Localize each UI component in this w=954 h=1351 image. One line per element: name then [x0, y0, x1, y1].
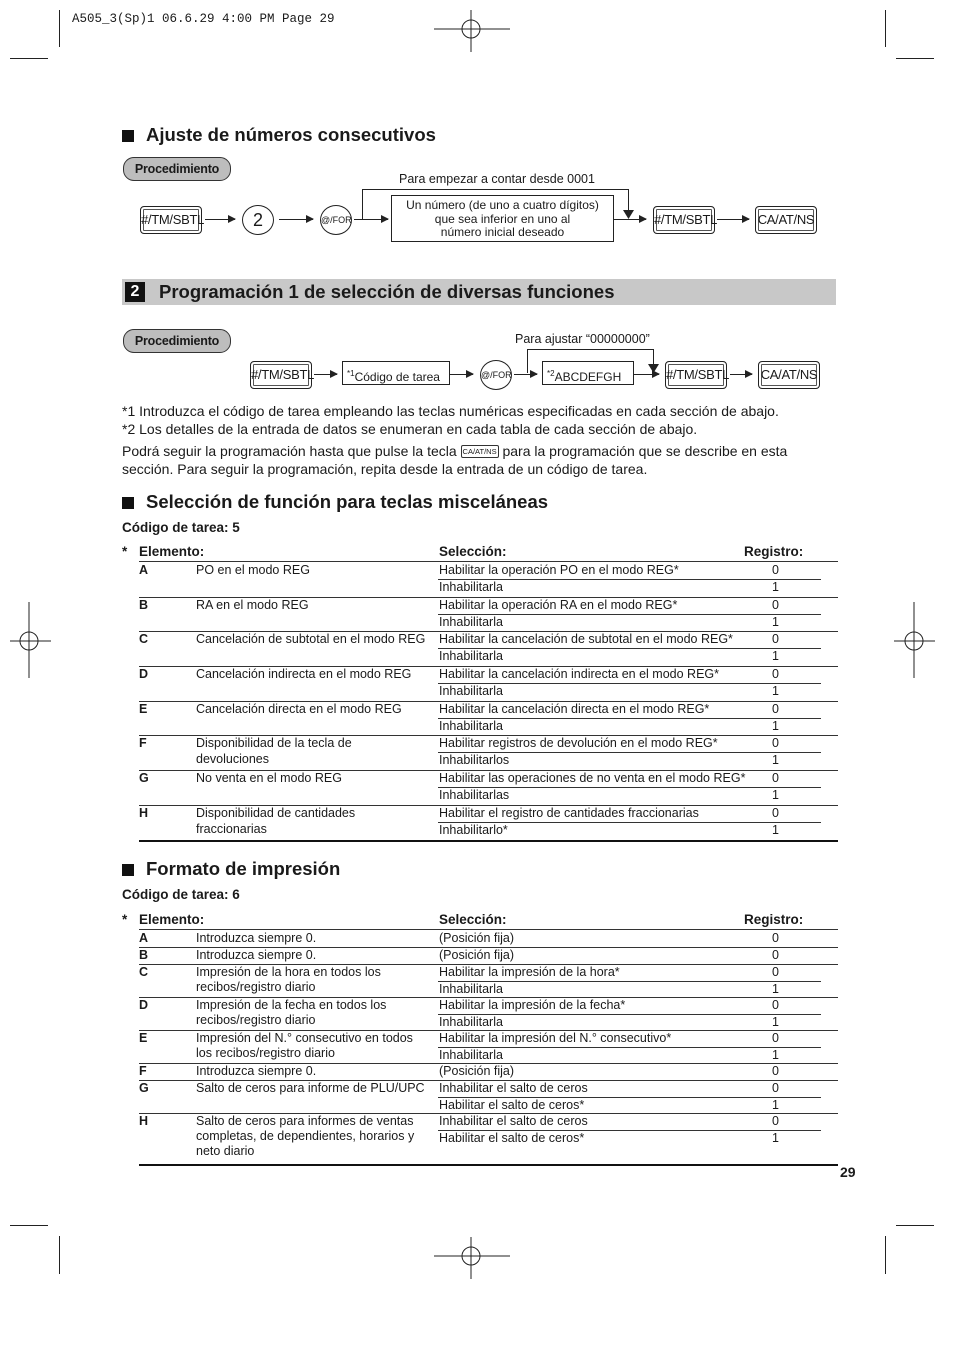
row-letter: H: [139, 1114, 149, 1128]
table-row: [122, 770, 838, 805]
section2-header-bar: [122, 279, 836, 305]
row-letter: F: [139, 1064, 147, 1078]
row-option-value: 0: [772, 702, 779, 716]
row-item-text: devoluciones: [196, 751, 269, 766]
row-option-value: 1: [772, 649, 779, 663]
registration-target-bottom-icon: [432, 1235, 512, 1280]
for-key-s2[interactable]: @/FOR: [480, 360, 512, 390]
row-letter: E: [139, 1031, 148, 1045]
row-item-text: Salto de ceros para informes de ventas: [196, 1114, 414, 1128]
number-input-box: Un número (de uno a cuatro dígitos) que sea inferior en uno al número inicial deseado: [391, 195, 614, 242]
table-row: [122, 997, 838, 1030]
registration-target-right-icon: [892, 600, 937, 680]
row-letter: B: [139, 598, 149, 612]
table-row: [122, 805, 838, 840]
row-option-value: 1: [772, 1130, 779, 1145]
row-option-text: (Posición fija): [439, 948, 515, 962]
row-item-text: fraccionarias: [196, 821, 267, 836]
row-item-text: Cancelación directa en el modo REG: [196, 702, 402, 716]
table-row: [122, 964, 838, 997]
row-letter: D: [139, 998, 149, 1012]
row-item-text: Cancelación indirecta en el modo REG: [196, 667, 412, 681]
ca-at-ns-key[interactable]: CA/AT/NS: [755, 206, 817, 234]
procedure-label: Procedimiento: [123, 157, 231, 181]
row-option-value: 1: [772, 719, 779, 733]
for-key[interactable]: @/FOR: [320, 205, 352, 235]
registration-target-top-icon: [432, 8, 512, 53]
section-number-badge: 2: [125, 282, 145, 302]
table-row: [122, 631, 838, 666]
row-item-text: Introduzca siempre 0.: [196, 948, 317, 962]
square-bullet-icon: [122, 130, 134, 142]
row-option-value: 0: [772, 667, 779, 681]
table-row: [122, 947, 838, 964]
row-option-text: Habilitar la impresión de la hora*: [439, 965, 620, 979]
row-letter: F: [139, 736, 147, 750]
row-option-value: 0: [772, 598, 779, 612]
ca-at-ns-inline-key: CA/AT/NS: [462, 447, 497, 456]
row-option-text: Habilitar la cancelación de subtotal en el modo REG*: [439, 632, 733, 646]
row-option-value: 0: [772, 931, 779, 945]
table-row: [122, 562, 838, 597]
row-item-text: Impresión de la fecha en todos los: [196, 998, 387, 1012]
footnote-2: *2 Los detalles de la entrada de datos se enumeran en cada tabla de cada sección de abajo.: [122, 421, 698, 437]
row-item-text: recibos/registro diario: [196, 980, 316, 994]
row-option-value: 1: [772, 981, 779, 996]
col-elemento: Elemento:: [139, 912, 205, 927]
row-item-text: Salto de ceros para informe de PLU/UPC: [196, 1081, 425, 1095]
tm-sbtl-key-s2b[interactable]: #/TM/SBTL: [665, 361, 727, 389]
row-option-text: Habilitar la cancelación directa en el modo REG*: [439, 702, 710, 716]
row-option-value: 1: [772, 753, 779, 767]
section-misc-title: Selección de función para teclas misceláneas: [122, 491, 548, 513]
abcdefgh-box: $^{*2}$ABCDEFGH: [542, 361, 634, 385]
section-print-title: Formato de impresión: [122, 858, 340, 880]
row-option-text: Inhabilitar el salto de ceros: [439, 1114, 588, 1128]
row-option-text: (Posición fija): [439, 1064, 515, 1078]
table-row: [122, 735, 838, 770]
row-option-text: Inhabilitarla: [439, 649, 503, 663]
row-option-value: 1: [772, 615, 779, 629]
row-option-text: Inhabilitarlo*: [439, 823, 508, 837]
square-bullet-icon: [122, 497, 134, 509]
flow-note-above: Para empezar a contar desde 0001: [399, 172, 595, 186]
row-option-text: Habilitar la impresión de la fecha*: [439, 998, 626, 1012]
row-option-text: Inhabilitarla: [439, 1047, 503, 1062]
row-item-text: Disponibilidad de la tecla de: [196, 736, 352, 750]
table-row: [122, 701, 838, 735]
col-seleccion: Selección:: [439, 912, 507, 927]
table-row: [122, 930, 838, 947]
row-option-value: 0: [772, 1081, 779, 1095]
print-job-code: Código de tarea: 6: [122, 887, 240, 902]
row-letter: A: [139, 563, 149, 577]
row-item-text: Impresión del N.° consecutivo en todos: [196, 1031, 413, 1045]
print-slug: A505_3(Sp)1 06.6.29 4:00 PM Page 29: [72, 12, 335, 26]
table-row: [122, 1080, 838, 1113]
misc-job-code: Código de tarea: 5: [122, 520, 240, 535]
row-item-text: PO en el modo REG: [196, 563, 310, 577]
col-elemento: Elemento:: [139, 544, 205, 559]
row-item-text: neto diario: [196, 1144, 255, 1158]
col-seleccion: Selección:: [439, 544, 507, 559]
row-item-text: RA en el modo REG: [196, 598, 309, 612]
row-option-value: 0: [772, 806, 779, 820]
row-option-text: Inhabilitarlos: [439, 753, 510, 767]
row-option-value: 1: [772, 684, 779, 698]
row-item-text: Introduzca siempre 0.: [196, 931, 317, 945]
row-item-text: recibos/registro diario: [196, 1013, 316, 1027]
row-option-text: Inhabilitarla: [439, 684, 503, 698]
row-letter: B: [139, 948, 149, 962]
row-option-text: Habilitar el registro de cantidades fraccionarias: [439, 806, 699, 820]
row-letter: G: [139, 771, 149, 785]
row-item-text: Impresión de la hora en todos los: [196, 965, 381, 979]
table-row: [122, 597, 838, 631]
row-option-text: Inhabilitarla: [439, 580, 503, 594]
row-option-text: Habilitar las operaciones de no venta en el modo REG*: [439, 771, 746, 785]
row-option-text: Habilitar la operación PO en el modo REG*: [439, 563, 679, 577]
row-option-value: 0: [772, 736, 779, 750]
row-option-value: 1: [772, 580, 779, 594]
row-option-value: 0: [772, 632, 779, 646]
row-option-text: Inhabilitarlas: [439, 788, 510, 802]
row-option-value: 1: [772, 1014, 779, 1029]
row-option-text: Habilitar la cancelación indirecta en el modo REG*: [439, 667, 720, 681]
digit-2-key[interactable]: 2: [242, 205, 274, 235]
section-ajuste-title: Ajuste de números consecutivos: [122, 124, 436, 146]
tm-sbtl-key[interactable]: #/TM/SBTL: [140, 206, 202, 234]
row-item-text: los recibos/registro diario: [196, 1046, 335, 1060]
row-option-text: Habilitar la operación RA en el modo REG*: [439, 598, 678, 612]
row-item-text: Disponibilidad de cantidades: [196, 806, 356, 820]
flow-note-above-2: Para ajustar “00000000”: [515, 332, 650, 346]
row-option-value: 0: [772, 965, 779, 979]
row-option-text: Habilitar el salto de ceros*: [439, 1130, 585, 1145]
row-option-text: Inhabilitar el salto de ceros: [439, 1081, 588, 1095]
row-option-value: 1: [772, 1097, 779, 1112]
row-letter: G: [139, 1081, 149, 1095]
row-option-text: Habilitar registros de devolución en el modo REG*: [439, 736, 718, 750]
row-letter: D: [139, 667, 149, 681]
row-divider: [139, 1164, 838, 1166]
row-option-text: Inhabilitarla: [439, 1014, 503, 1029]
row-option-value: 0: [772, 1114, 779, 1128]
tm-sbtl-key-2[interactable]: #/TM/SBTL: [653, 206, 715, 234]
row-letter: E: [139, 702, 148, 716]
continue-paragraph-line2: sección. Para seguir la programación, repita desde la entrada de un código de tarea.: [122, 461, 648, 477]
table-row: [122, 1030, 838, 1063]
row-letter: A: [139, 931, 149, 945]
page-number: 29: [840, 1164, 856, 1180]
table-row: [122, 666, 838, 701]
continue-paragraph: Podrá seguir la programación hasta que pulse la tecla CA/AT/NS para la programación que se describe en esta: [122, 443, 788, 459]
registration-target-left-icon: [8, 600, 53, 680]
col-registro: Registro:: [744, 544, 804, 559]
row-option-text: (Posición fija): [439, 931, 515, 945]
ca-at-ns-key-s2[interactable]: CA/AT/NS: [758, 361, 820, 389]
table-row: [122, 1063, 838, 1080]
row-item-text: Introduzca siempre 0.: [196, 1064, 317, 1078]
row-option-text: Inhabilitarla: [439, 981, 503, 996]
row-option-value: 0: [772, 998, 779, 1012]
section2-title: Programación 1 de selección de diversas funciones: [159, 281, 615, 302]
row-option-value: 1: [772, 1047, 779, 1062]
tm-sbtl-key-s2[interactable]: #/TM/SBTL: [250, 361, 312, 389]
row-option-value: 0: [772, 563, 779, 577]
col-registro: Registro:: [744, 912, 804, 927]
square-bullet-icon: [122, 864, 134, 876]
row-option-value: 0: [772, 1064, 779, 1078]
job-code-box: $^{*1}$Código de tarea: [342, 361, 450, 385]
row-item-text: Cancelación de subtotal en el modo REG: [196, 632, 426, 646]
row-option-value: 1: [772, 823, 779, 837]
row-option-text: Habilitar la impresión del N.° consecutivo*: [439, 1031, 672, 1045]
row-letter: C: [139, 965, 149, 979]
row-letter: H: [139, 806, 149, 820]
row-option-text: Habilitar el salto de ceros*: [439, 1097, 585, 1112]
row-letter: C: [139, 632, 149, 646]
footnote-1: *1 Introduzca el código de tarea empleando las teclas numéricas especificadas en cada sección de abajo.: [122, 403, 779, 419]
row-option-text: Inhabilitarla: [439, 719, 503, 733]
row-option-value: 0: [772, 771, 779, 785]
row-item-text: completas, de dependientes, horarios y: [196, 1129, 415, 1143]
table-row: [122, 1113, 838, 1164]
row-option-value: 0: [772, 1031, 779, 1045]
row-option-text: Inhabilitarla: [439, 615, 503, 629]
procedure-label-2: Procedimiento: [123, 329, 231, 353]
row-option-value: 0: [772, 948, 779, 962]
row-option-value: 1: [772, 788, 779, 802]
row-item-text: No venta en el modo REG: [196, 771, 342, 785]
row-divider: [139, 840, 838, 842]
